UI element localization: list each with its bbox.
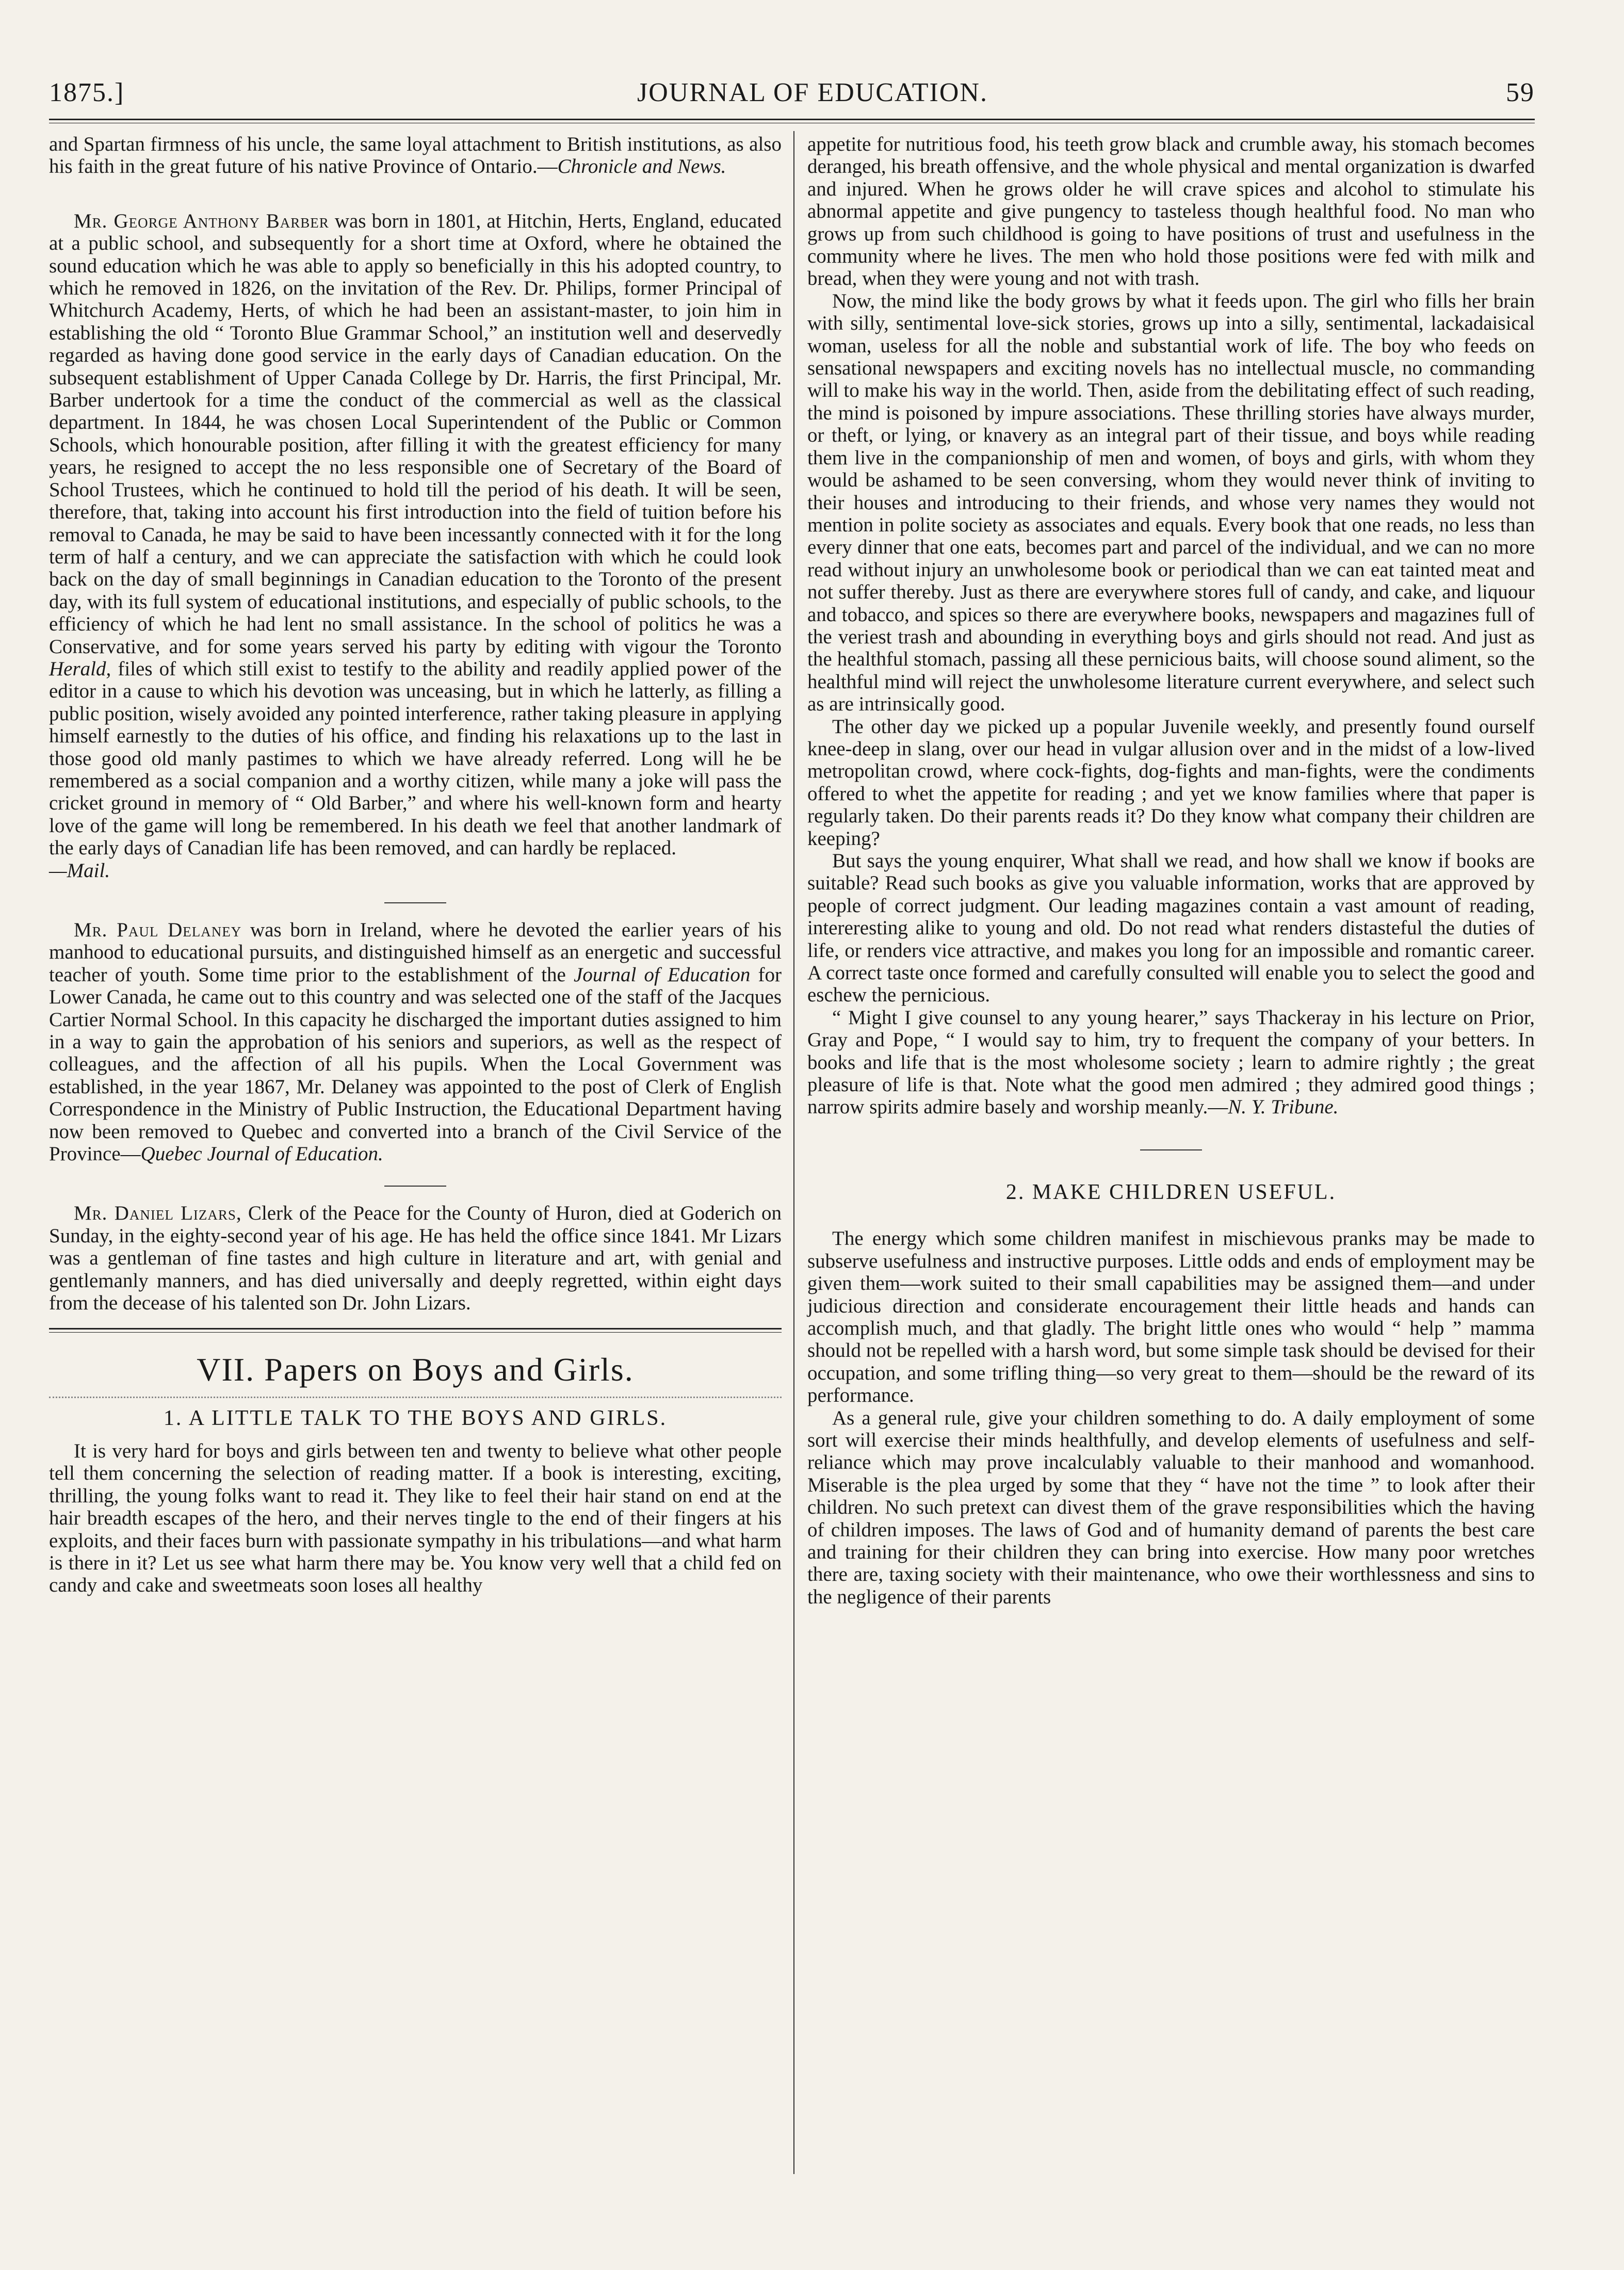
- right-column: [807, 133, 1535, 1608]
- article-title-make-children-useful: 2. MAKE CHILDREN USEFUL.: [1005, 1180, 1337, 1204]
- barber-obituary: Mr. George Anthony Barber was born in 1801, at Hitchin, Herts, England, educated at a public school, and subsequently for a short time at Oxford, where he obtained the sound education which he was able to apply so beneficially in this his adopted country, to which he removed in 1826, on the invitation of the Rev. Dr. Philips, former Principal of Whitchurch Academy, Herts, of which he had been an assistant-master, to join him in establishing the old “ Toronto Blue Grammar School,” an institution well and deservedly regarded as having done good service in the early days of Canadian education. On the subsequent establishment of Upper Canada College by Dr. Harris, the first Principal, Mr. Barber undertook for a time the conduct of the commercial as well as the classical department. In 1844, he was chosen Local Superintendent of the Public or Common Schools, which honourable position, after filling it with the greatest efficiency for many years, he resigned to accept the no less responsible one of Secretary of the Board of School Trustees, which he continued to hold till the period of his death. It will be seen, therefore, that, taking into account his first introduction into the field of tuition before his removal to Canada, he may be said to have been incessantly connected with it for the long term of half a century, and we can appreciate the satisfaction with which he could look back on the day of small beginnings in Canadian education to the Toronto of the present day, with its full system of educational institutions, and especially of public schools, to the efficiency of which he had lent no small assistance. In the school of politics he was a Conservative, and for some years served his party by editing with vigour the Toronto Herald, files of which still exist to testify to the ability and readily applied power of the editor in a cause to which his devotion was unceasing, but in which he latterly, as filling a public position, wisely avoided any pointed interference, rather taking pleasure in applying himself earnestly to the duties of his office, and finding his relaxations up to the last in those good old manly pastimes to which we have already referred. Long will he be remembered as a social companion and a worthy citizen, while many a joke will pass the cricket ground in memory of “ Old Barber,” and where his well-known form and hearty love of the game will long be remembered. In his death we feel that another landmark of the early days of Canadian life has been removed, and can hardly be replaced.: [49, 209, 782, 860]
- useful-paragraph: As a general rule, give your children something to do. A daily employment of some sort will exercise their minds healthfully, and develop elements of usefulness and self-reliance which may prove incalculably valuable to their manhood and womanhood. Miserable is the plea urged by some that they “ have not the time ” to look after their children. No such pretext can divest them of the grave responsibilities which the having of children imposes. The laws of God and of humanity demand of parents the best care and training for their children they can bring into exercise. How many poor wretches there are, taxing society with their maintenance, who owe their worthlessness and sins to the negligence of their parents: [807, 1406, 1535, 1608]
- header-year: 1875.]: [49, 78, 125, 107]
- section-title: VII. Papers on Boys and Girls.: [197, 1351, 634, 1388]
- page-header: [49, 77, 1535, 119]
- article-title-little-talk: 1. A LITTLE TALK TO THE BOYS AND GIRLS.: [163, 1406, 668, 1430]
- lizars-obituary: Mr. Daniel Lizars, Clerk of the Peace for the County of Huron, died at Goderich on Sunday, in the eighty-second year of his age. He has held the office since 1841. Mr Lizars was a gentleman of fine tastes and high culture in literature and art, with genial and gentlemanly manners, and has died universally and deeply regretted, within eight days from the decease of his talented son Dr. John Lizars.: [49, 1202, 782, 1315]
- thackeray-quote: “ Might I give counsel to any young hearer,” says Thackeray in his lecture on Prior, Gray and Pope, “ I would say to him, try to frequent the company of your betters. In books and life that is the most wholesome society ; learn to admire rightly ; the great pleasure of life is that. Note what the good men admired ; they admired good things ; narrow spirits admire basely and worship meanly.—N. Y. Tribune.: [807, 1006, 1535, 1118]
- section-rule: [49, 1328, 782, 1333]
- little-talk-paragraph: Now, the mind like the body grows by what it feeds upon. The girl who fills her brain with silly, sentimental love-sick stories, grows up into a silly, sentimental, lackadaisical woman, useless for all the noble and substantial work of life. The boy who feeds on sensational newspapers and exciting novels has no intellectual muscle, no commanding will to make his way in the world. Then, aside from the debilitating effect of such reading, the mind is poisoned by impure associations. These thrilling stories have always murder, or theft, or lying, or knavery as an integral part of their tissue, and boys while reading them live in the companionship of men and women, of boys and girls, with whom they would be ashamed to be seen conversing, whom they would never think of inviting to their houses and introducing to their friends, and whose very names they would not mention in polite society as associates and equals. Every book that one reads, no less than every dinner that one eats, becomes part and parcel of the individual, and we can no more read without injury an unwholesome book or periodical than we can eat tainted meat and not suffer thereby. Just as there are everywhere stores full of candy, and cake, and liquour and tobacco, and spices so there are everywhere books, newspapers and magazines full of the veriest trash and abounding in everything boys and girls should not read. And just as the healthful stomach, passing all these pernicious baits, will choose sound aliment, so the healthful mind will reject the unwholesome literature current everywhere, and select such as are intrinsically good.: [807, 289, 1535, 716]
- header-page-number: 59: [1506, 78, 1535, 107]
- little-talk-paragraph: It is very hard for boys and girls between ten and twenty to believe what other people tell them concerning the selection of reading matter. If a book is interesting, exciting, thrilling, the young folks want to read it. They like to feel their hair stand on end at the hair breadth escapes of the hero, and their nerves tingle to the end of their fingers at his exploits, and their faces burn with passionate sympathy in his tribulations—and what harm is there in it? Let us see what harm there may be. You know very well that a child fed on candy and cake and sweetmeats soon loses all healthy: [49, 1439, 782, 1597]
- separator-rule: [384, 902, 446, 903]
- barber-source: —Mail.: [49, 859, 110, 882]
- delaney-obituary: Mr. Paul Delaney was born in Ireland, where he devoted the earlier years of his manhood to educational pursuits, and distinguished himself as an energetic and successful teacher of youth. Some time prior to the establishment of the Journal of Education for Lower Canada, he came out to this country and was selected one of the staff of the Jacques Cartier Normal School. In this capacity he discharged the important duties assigned to him in a way to gain the approbation of his seniors and superiors, as well as the respect of colleagues, and the affection of all his pupils. When the Local Government was established, in the year 1867, Mr. Delaney was appointed to the post of Clerk of English Correspondence in the Ministry of Public Instruction, the Educational Department having now been removed to Quebec and converted into a branch of the Civil Service of the Province—Quebec Journal of Education.: [49, 919, 782, 1165]
- little-talk-paragraph: The other day we picked up a popular Juvenile weekly, and presently found ourself knee-deep in slang, over our head in vulgar allusion over and in the midst of a low-lived metropolitan crowd, where cock-fights, dog-fights and man-fights, were the condiments offered to whet the appetite for reading ; and yet we know families where that paper is regularly taken. Do their parents reads it? Do they know what company their children are keeping?: [807, 715, 1535, 850]
- separator-rule: [384, 1186, 446, 1187]
- lizars-name: Mr. Daniel Lizars,: [74, 1202, 242, 1225]
- delaney-name: Mr. Paul Delaney: [74, 919, 242, 941]
- column-divider: [793, 131, 794, 2174]
- continued-paragraph: and Spartan firmness of his uncle, the same loyal attachment to British institutions, as also his faith in the great future of his native Province of Ontario.—Chronicle and News.: [49, 133, 782, 178]
- barber-name: Mr. George Anthony Barber: [74, 209, 329, 232]
- separator-rule: [1140, 1149, 1202, 1150]
- left-column: [49, 133, 782, 1597]
- journal-page: [49, 77, 1535, 2244]
- little-talk-paragraph: But says the young enquirer, What shall we read, and how shall we know if books are suitable? Read such books as give you valuable information, works that are approved by people of correct judgment. Our leading magazines contain a vast amount of reading, intereresting alike to young and old. Do not read what renders distasteful the duties of life, or renders vice attractive, and makes you long for an impossible and romantic career. A correct taste once formed and carefully consulted will enable you to select the good and eschew the pernicious.: [807, 850, 1535, 1007]
- header-rule: [49, 119, 1535, 120]
- little-talk-continued: appetite for nutritious food, his teeth grow black and crumble away, his stomach becomes deranged, his breath offensive, and the whole physical and mental organization is dwarfed and injured. When he grows older he will crave spices and alcohol to stimulate his abnormal appetite and give pungency to tasteless though healthful food. No man who grows up from such childhood is going to have positions of trust and usefulness in the community where he lives. The men who hold those positions were fed with milk and bread, when they were young and not with trash.: [807, 133, 1535, 290]
- header-title: JOURNAL OF EDUCATION.: [637, 78, 988, 107]
- useful-paragraph: The energy which some children manifest in mischievous pranks may be made to subserve usefulness and instructive purposes. Little odds and ends of employment may be given them—work suited to their small capabilities may be assigned them—and under judicious direction and considerate encouragement their little heads and hands can accomplish much, and that gladly. The bright little ones who would “ help ” mamma should not be repelled with a harsh word, but some simple task should be devised for their occupation, and some trifling thing—so very great to them—should be the reward of its performance.: [807, 1227, 1535, 1407]
- dotted-rule: [49, 1397, 782, 1398]
